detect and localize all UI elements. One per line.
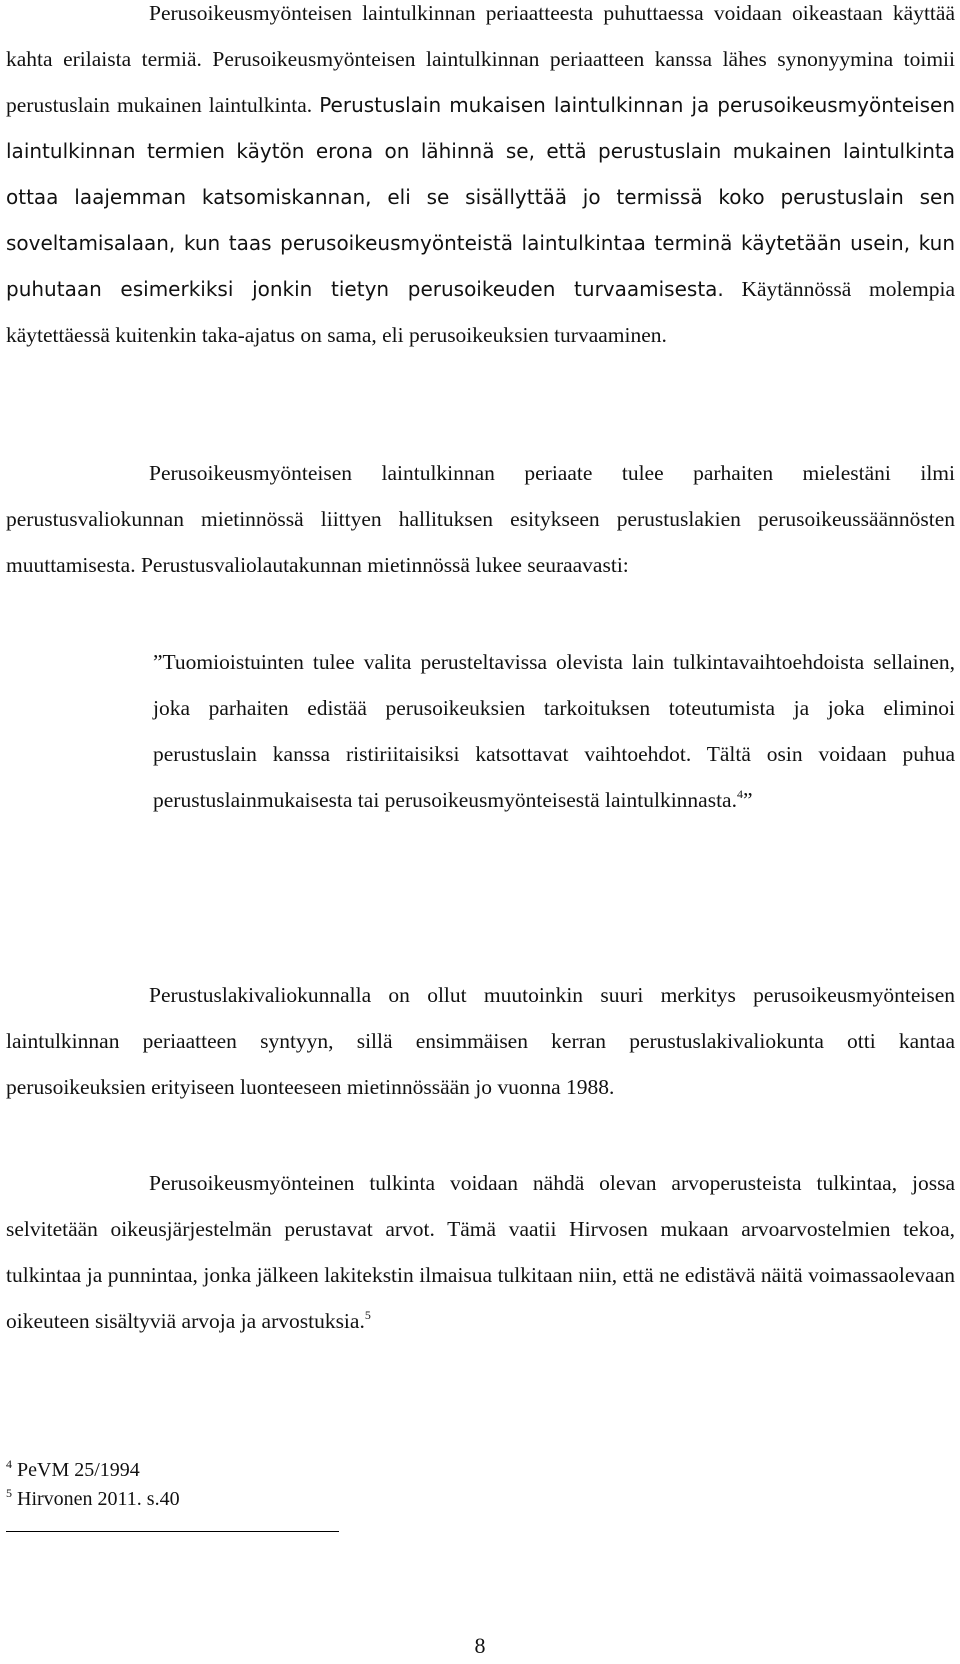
paragraph-4 <box>6 1160 955 1344</box>
footnote-4-number: 4 <box>6 1457 12 1471</box>
footnote-4 <box>6 1458 140 1482</box>
paragraph-4-text: Perusoikeusmyönteinen tulkinta voidaan nähdä olevan arvoperusteista tulkintaa, jossa selvitetään oikeusjärjestelmän perustavat arvot. Tämä vaatii Hirvosen mukaan arvoarvostelmien tekoa, tulkintaa ja punnintaa, jonka jälkeen lakitekstin ilmaisua tulkitaan niin, että ne edistävä näitä voimassaolevaan oikeuteen sisältyviä arvoja ja arvostuksia. <box>6 1171 955 1333</box>
quote-close: ” <box>742 788 753 812</box>
footnote-4-text: PeVM 25/1994 <box>17 1459 140 1481</box>
paragraph-3: Perustuslakivaliokunnalla on ollut muutoinkin suuri merkitys perusoikeusmyönteisen laintulkinnan periaatteen syntyyn, sillä ensimmäisen kerran perustuslakivaliokunta otti kantaa perusoikeuksien erityiseen luonteeseen mietinnössään jo vuonna 1988. <box>6 983 955 1099</box>
footnote-ref-5[interactable]: 5 <box>364 1308 371 1322</box>
footnote-divider <box>6 1531 339 1532</box>
paragraph-1-conclusion: Käytännössä molempia käytettäessä kuitenkin taka-ajatus on sama, eli perusoikeuksien turvaaminen. <box>6 277 956 347</box>
paragraph-2: Perusoikeusmyönteisen laintulkinnan periaate tulee parhaiten mielestäni ilmi perustusvaliokunnan mietinnössä liittyen hallituksen esitykseen perustuslakien perusoikeussäännösten muuttamisesta. Perustusvaliolautakunnan mietinnössä lukee seuraavasti: <box>6 461 955 577</box>
footnote-5-number: 5 <box>6 1486 12 1500</box>
footnote-5-text: Hirvonen 2011. s.40 <box>17 1488 180 1510</box>
paragraph-1 <box>6 0 955 358</box>
footnote-5 <box>6 1487 180 1511</box>
quote-text: ”Tuomioistuinten tulee valita perusteltavissa olevista lain tulkintavaihtoehdoista sellainen, joka parhaiten edistää perusoikeuksien tarkoituksen toteutumista ja joka eliminoi perustuslain kanssa ristiriitaisiksi katsottavat vaihtoehdot. Tältä osin voidaan puhua perustuslainmukaisesta tai perusoikeusmyönteisestä laintulkinnasta. <box>153 650 955 812</box>
paragraph-1-intro: Perusoikeusmyönteisen laintulkinnan periaatteesta puhuttaessa voidaan oikeastaan käyttää kahta erilaista termiä. Perusoikeusmyönteisen laintulkinnan periaatteen kanssa lähes synonyymina toimii perustuslain mukainen laintulkinta. <box>6 1 955 117</box>
block-quote <box>153 639 955 823</box>
footnote-ref-4[interactable]: 4 <box>736 787 743 801</box>
page-number: 8 <box>474 1633 486 1658</box>
paragraph-1-sans: Perustuslain mukaisen laintulkinnan ja perusoikeusmyönteisen laintulkinnan termien käytön erona on lähinnä se, että perustuslain mukainen laintulkinta ottaa laajemman katsomiskannan, eli se sisällyttää jo termissä koko perustuslain sen soveltamisalaan, kun taas perusoikeusmyönteistä laintulkintaa terminä käytetään usein, kun puhutaan esimerkiksi jonkin tietyn perusoikeuden turvaamisesta. <box>6 93 956 301</box>
